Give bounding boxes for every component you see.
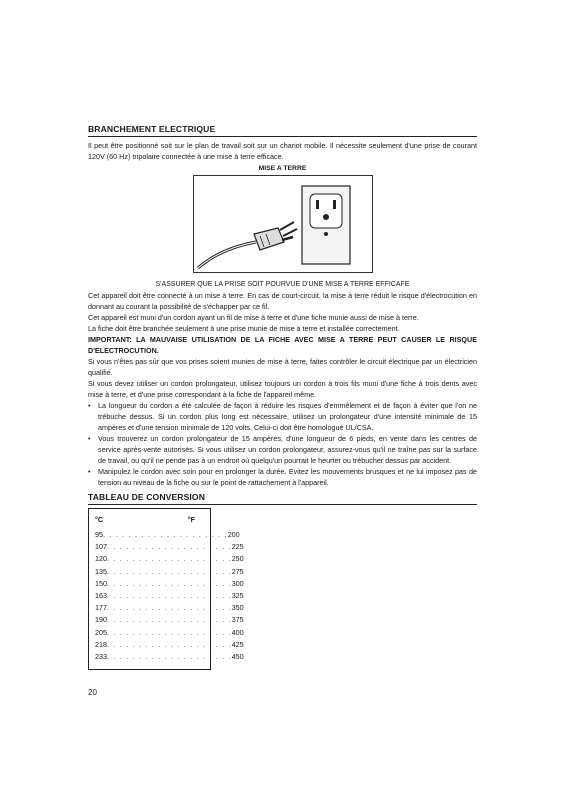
leader-dots: . . . . . . . . . . . . . . . . . . . . xyxy=(107,566,232,576)
fahrenheit-value: 400 xyxy=(231,627,244,637)
leader-dots: . . . . . . . . . . . . . . . . . . . . xyxy=(107,578,232,588)
paragraph-extension: Si vous devez utiliser un cordon prolongateur, utilisez toujours un cordon à trois fils muni d'une fiche à trois dents avec mise à terre, et d'une prise correspondant à la fiche de l'appareil même. xyxy=(88,379,477,399)
plug-icon xyxy=(254,228,284,250)
table-row xyxy=(95,541,244,553)
fahrenheit-value: 225 xyxy=(231,542,244,552)
table-row xyxy=(95,627,244,639)
fahrenheit-value: 250 xyxy=(231,554,244,564)
figure-label: MISE A TERRE xyxy=(258,165,307,172)
leader-dots: . . . . . . . . . . . . . . . . . . . . xyxy=(107,639,232,649)
list-item: • La longueur du cordon a été calculée de façon à réduire les risques d'emmêlement et de façon à éviter que l'on ne trébuche dessus. Si un cordon plus long est nécessaire, utilisez un prolongateur d'une intensité minimale de 15 ampères et d'une tension minimale de 120 volts. Celui-ci doit être homologué UL/CSA. xyxy=(88,401,477,432)
grounded-plug-illustration xyxy=(194,176,372,272)
section-title-conversion: TABLEAU DE CONVERSION xyxy=(88,492,477,505)
table-row xyxy=(95,651,244,663)
plate-screw-icon xyxy=(324,232,328,236)
fahrenheit-value: 425 xyxy=(231,639,244,649)
leader-dots: . . . . . . . . . . . . . . . . . . . . xyxy=(107,615,232,625)
leader-dots: . . . . . . . . . . . . . . . . . . . . xyxy=(103,530,228,539)
figure-caption: S'ASSURER QUE LA PRISE SOIT POURVUE D'UNE MISE A TERRE EFFICAFE xyxy=(155,281,410,288)
leader-dots: . . . . . . . . . . . . . . . . . . . . xyxy=(107,542,232,552)
paragraph-ground: Cet appareil doit être connecté à un mise à terre. En cas de court-circuit, la mise à terre réduit le risque d'électrocution en donnant au courant la possibilité de s'échapper par ce fil. xyxy=(88,291,477,311)
list-item: • Vous trouverez un cordon prolongateur de 15 ampères, d'une longueur de 6 pieds, en vente dans les centres de service après-vente autorisés. Si vous utilisez un cordon prolongateur, assurez-vous qu'il ne traîne pas sur la surface de travail, ou qu'il ne pende pas à un endroit où quelqu'un pourrait le heurter ou trébucher dessus par accident. xyxy=(88,434,477,465)
table-row xyxy=(95,639,244,651)
table-body xyxy=(95,529,244,663)
table-row xyxy=(95,553,244,565)
celsius-value: 107 xyxy=(95,542,107,552)
table-row xyxy=(95,614,244,626)
power-cord-icon xyxy=(198,242,256,268)
celsius-value: 205 xyxy=(95,627,107,637)
celsius-value: 120 xyxy=(95,554,107,564)
fahrenheit-header: °F xyxy=(187,515,195,524)
celsius-header: °C xyxy=(95,515,104,524)
table-row xyxy=(95,590,244,602)
table-row xyxy=(95,529,240,541)
leader-dots: . . . . . . . . . . . . . . . . . . . . xyxy=(107,652,232,662)
leader-dots: . . . . . . . . . . . . . . . . . . . . xyxy=(107,627,232,637)
paragraph-cord: Cet appareil est muni d'un cordon ayant un fil de mise à terre et d'une fiche munie aussi de mise à terre. xyxy=(88,313,419,322)
leader-dots: . . . . . . . . . . . . . . . . . . . . xyxy=(107,554,232,564)
table-header xyxy=(95,514,195,525)
fahrenheit-value: 350 xyxy=(231,603,244,613)
celsius-value: 95 xyxy=(95,530,103,539)
fahrenheit-value: 450 xyxy=(231,652,244,662)
page-content xyxy=(88,124,477,670)
outlet-icon xyxy=(310,194,342,228)
leader-dots: . . . . . . . . . . . . . . . . . . . . xyxy=(107,603,232,613)
table-row xyxy=(95,578,244,590)
table-row xyxy=(95,566,244,578)
page-number: 20 xyxy=(88,688,97,697)
celsius-value: 150 xyxy=(95,578,107,588)
fahrenheit-value: 375 xyxy=(231,615,244,625)
fahrenheit-value: 200 xyxy=(227,530,240,539)
table-row xyxy=(95,602,244,614)
celsius-value: 163 xyxy=(95,591,107,601)
paragraph-plug: La fiche doit être branchée seulement à une prise munie de mise à terre et installée correctement. xyxy=(88,324,400,333)
celsius-value: 177 xyxy=(95,603,107,613)
fahrenheit-value: 325 xyxy=(231,591,244,601)
important-warning: IMPORTANT: LA MAUVAISE UTILISATION DE LA FICHE AVEC MISE A TERRE PEUT CAUSER LE RISQUE D'ELECTROCUTION. xyxy=(88,335,477,355)
celsius-value: 135 xyxy=(95,566,107,576)
section-title-electrical: BRANCHEMENT ELECTRIQUE xyxy=(88,124,477,137)
fahrenheit-value: 300 xyxy=(231,578,244,588)
leader-dots: . . . . . . . . . . . . . . . . . . . . xyxy=(107,591,232,601)
conversion-table xyxy=(88,508,244,670)
intro-paragraph: Il peut être positionné soit sur le plan de travail soit sur un chariot mobile. Il nécessite seulement d'une prise de courant 120V (60 Hz) tripolaire connectée à une mise à terre efficace. xyxy=(88,141,477,161)
celsius-value: 190 xyxy=(95,615,107,625)
grounding-figure xyxy=(193,175,373,273)
bullet-list xyxy=(88,400,477,488)
fahrenheit-value: 275 xyxy=(231,566,244,576)
paragraph-electrician: Si vous n'êtes pas sûr que vos prises soient munies de mise à terre, faites contrôler le circuit électrique par un électricien qualifié. xyxy=(88,357,477,377)
list-item: • Manipulez le cordon avec soin pour en prolonger la durée. Evitez les mouvements brusques et ne lui imposez pas de tension au niveau de la fiche ou sur le point de rattachement à l'appareil. xyxy=(88,467,477,487)
celsius-value: 233 xyxy=(95,652,107,662)
celsius-value: 218 xyxy=(95,639,107,649)
